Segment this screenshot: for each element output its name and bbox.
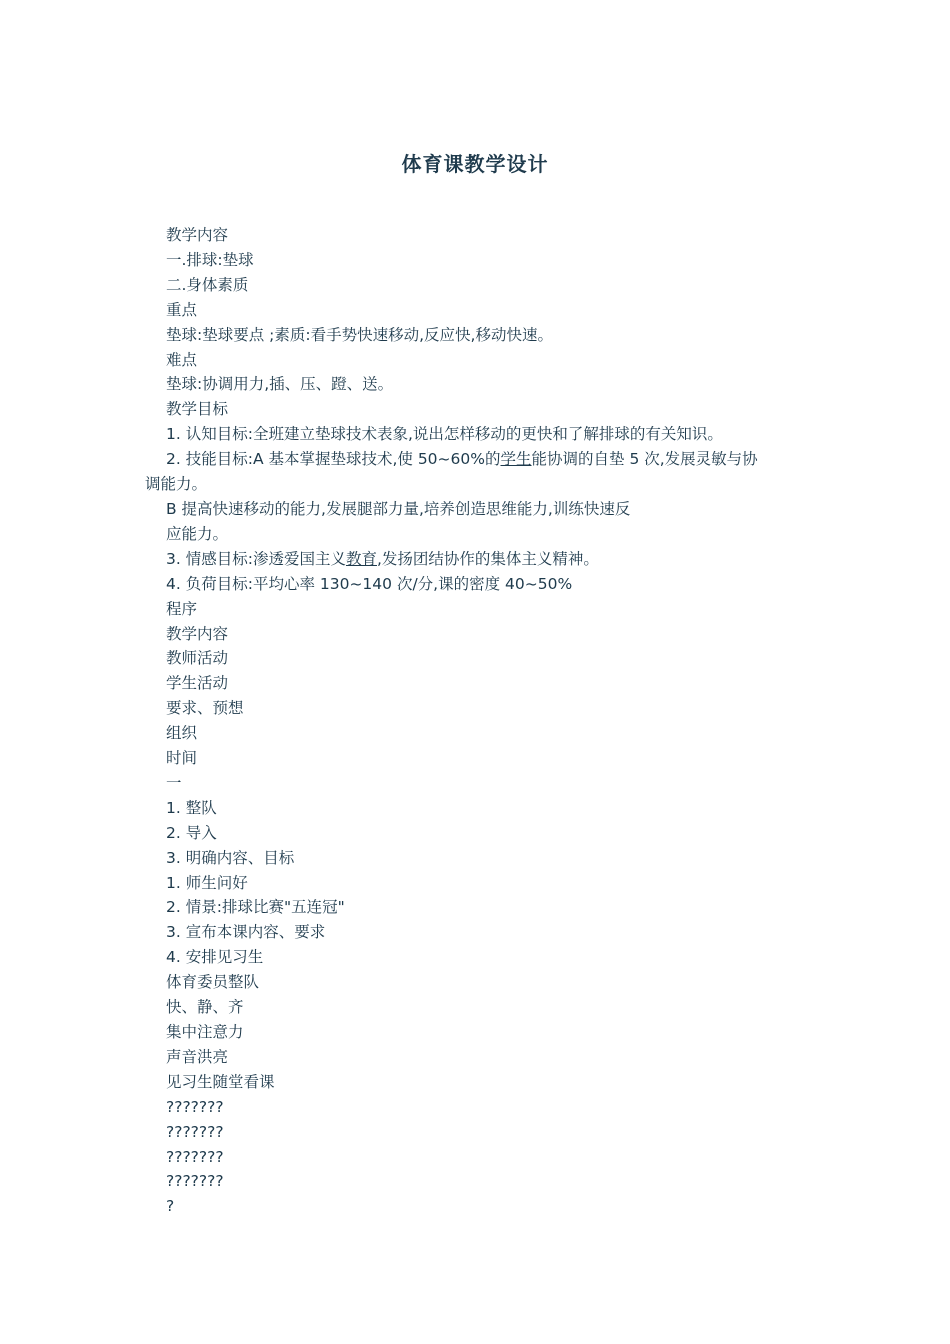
- paragraph: 一: [166, 773, 182, 792]
- paragraph: 教学目标: [166, 400, 229, 419]
- paragraph: 重点: [166, 300, 198, 319]
- paragraph: 学生活动: [166, 674, 229, 693]
- paragraph: 组织: [166, 724, 198, 743]
- paragraph: 教学内容: [166, 226, 229, 244]
- paragraph: 一.排球:垫球: [166, 250, 254, 269]
- paragraph: 教学内容: [166, 624, 229, 643]
- paragraph: 4. 安排见习生: [166, 948, 264, 967]
- paragraph: 1. 整队: [166, 798, 217, 817]
- paragraph-with-link: [145, 547, 810, 572]
- paragraph: 体育委员整队: [166, 973, 260, 992]
- paragraph: 时间: [166, 749, 198, 768]
- document-title: 体育课教学设计: [401, 152, 549, 176]
- student-link[interactable]: 学生: [500, 450, 532, 469]
- paragraph: 集中注意力: [166, 1023, 244, 1041]
- paragraph: 3. 宣布本课内容、要求: [166, 923, 326, 942]
- paragraph: 2. 导入: [166, 823, 217, 842]
- paragraph: 声音洪亮: [166, 1047, 229, 1066]
- paragraph: 难点: [166, 350, 198, 369]
- paragraph-text: 能协调的自垫 5 次,发展灵敏与协: [531, 450, 758, 469]
- paragraph: 见习生随堂看课: [166, 1072, 275, 1091]
- paragraph: 二.身体素质: [166, 275, 249, 294]
- paragraph: 要求、预想: [166, 699, 244, 718]
- paragraph: B 提高快速移动的能力,发展腿部力量,培养创造思维能力,训练快速反: [166, 499, 631, 518]
- paragraph: 教师活动: [166, 649, 229, 668]
- education-link[interactable]: 教育: [345, 549, 377, 568]
- paragraph-text: ,发扬团结协作的集体主义精神。: [376, 549, 599, 568]
- paragraph: ???????: [166, 1147, 224, 1166]
- paragraph-continuation: 调能力。: [145, 475, 208, 494]
- paragraph: 程序: [166, 599, 198, 618]
- paragraph-text: 2. 技能目标:A 基本掌握垫球技术,使 50~60%的: [166, 450, 501, 469]
- paragraph: 3. 明确内容、目标: [166, 848, 295, 867]
- paragraph: 2. 情景:排球比赛"五连冠": [166, 898, 345, 917]
- paragraph-with-link: [145, 447, 810, 472]
- paragraph: ???????: [166, 1172, 224, 1191]
- paragraph: 4. 负荷目标:平均心率 130~140 次/分,课的密度 40~50%: [166, 574, 573, 593]
- paragraph: ???????: [166, 1097, 224, 1116]
- paragraph-text: 3. 情感目标:渗透爱国主义: [166, 549, 346, 568]
- paragraph: 1. 师生问好: [166, 873, 248, 892]
- paragraph: ???????: [166, 1122, 224, 1141]
- document-body: [145, 223, 810, 1219]
- paragraph: ?: [166, 1197, 175, 1216]
- paragraph: 1. 认知目标:全班建立垫球技术表象,说出怎样移动的更快和了解排球的有关知识。: [166, 425, 723, 444]
- paragraph: 快、静、齐: [166, 998, 244, 1017]
- paragraph: 垫球:垫球要点 ;素质:看手势快速移动,反应快,移动快速。: [166, 325, 553, 344]
- paragraph: 应能力。: [166, 524, 229, 543]
- paragraph: 垫球:协调用力,插、压、蹬、送。: [166, 375, 394, 394]
